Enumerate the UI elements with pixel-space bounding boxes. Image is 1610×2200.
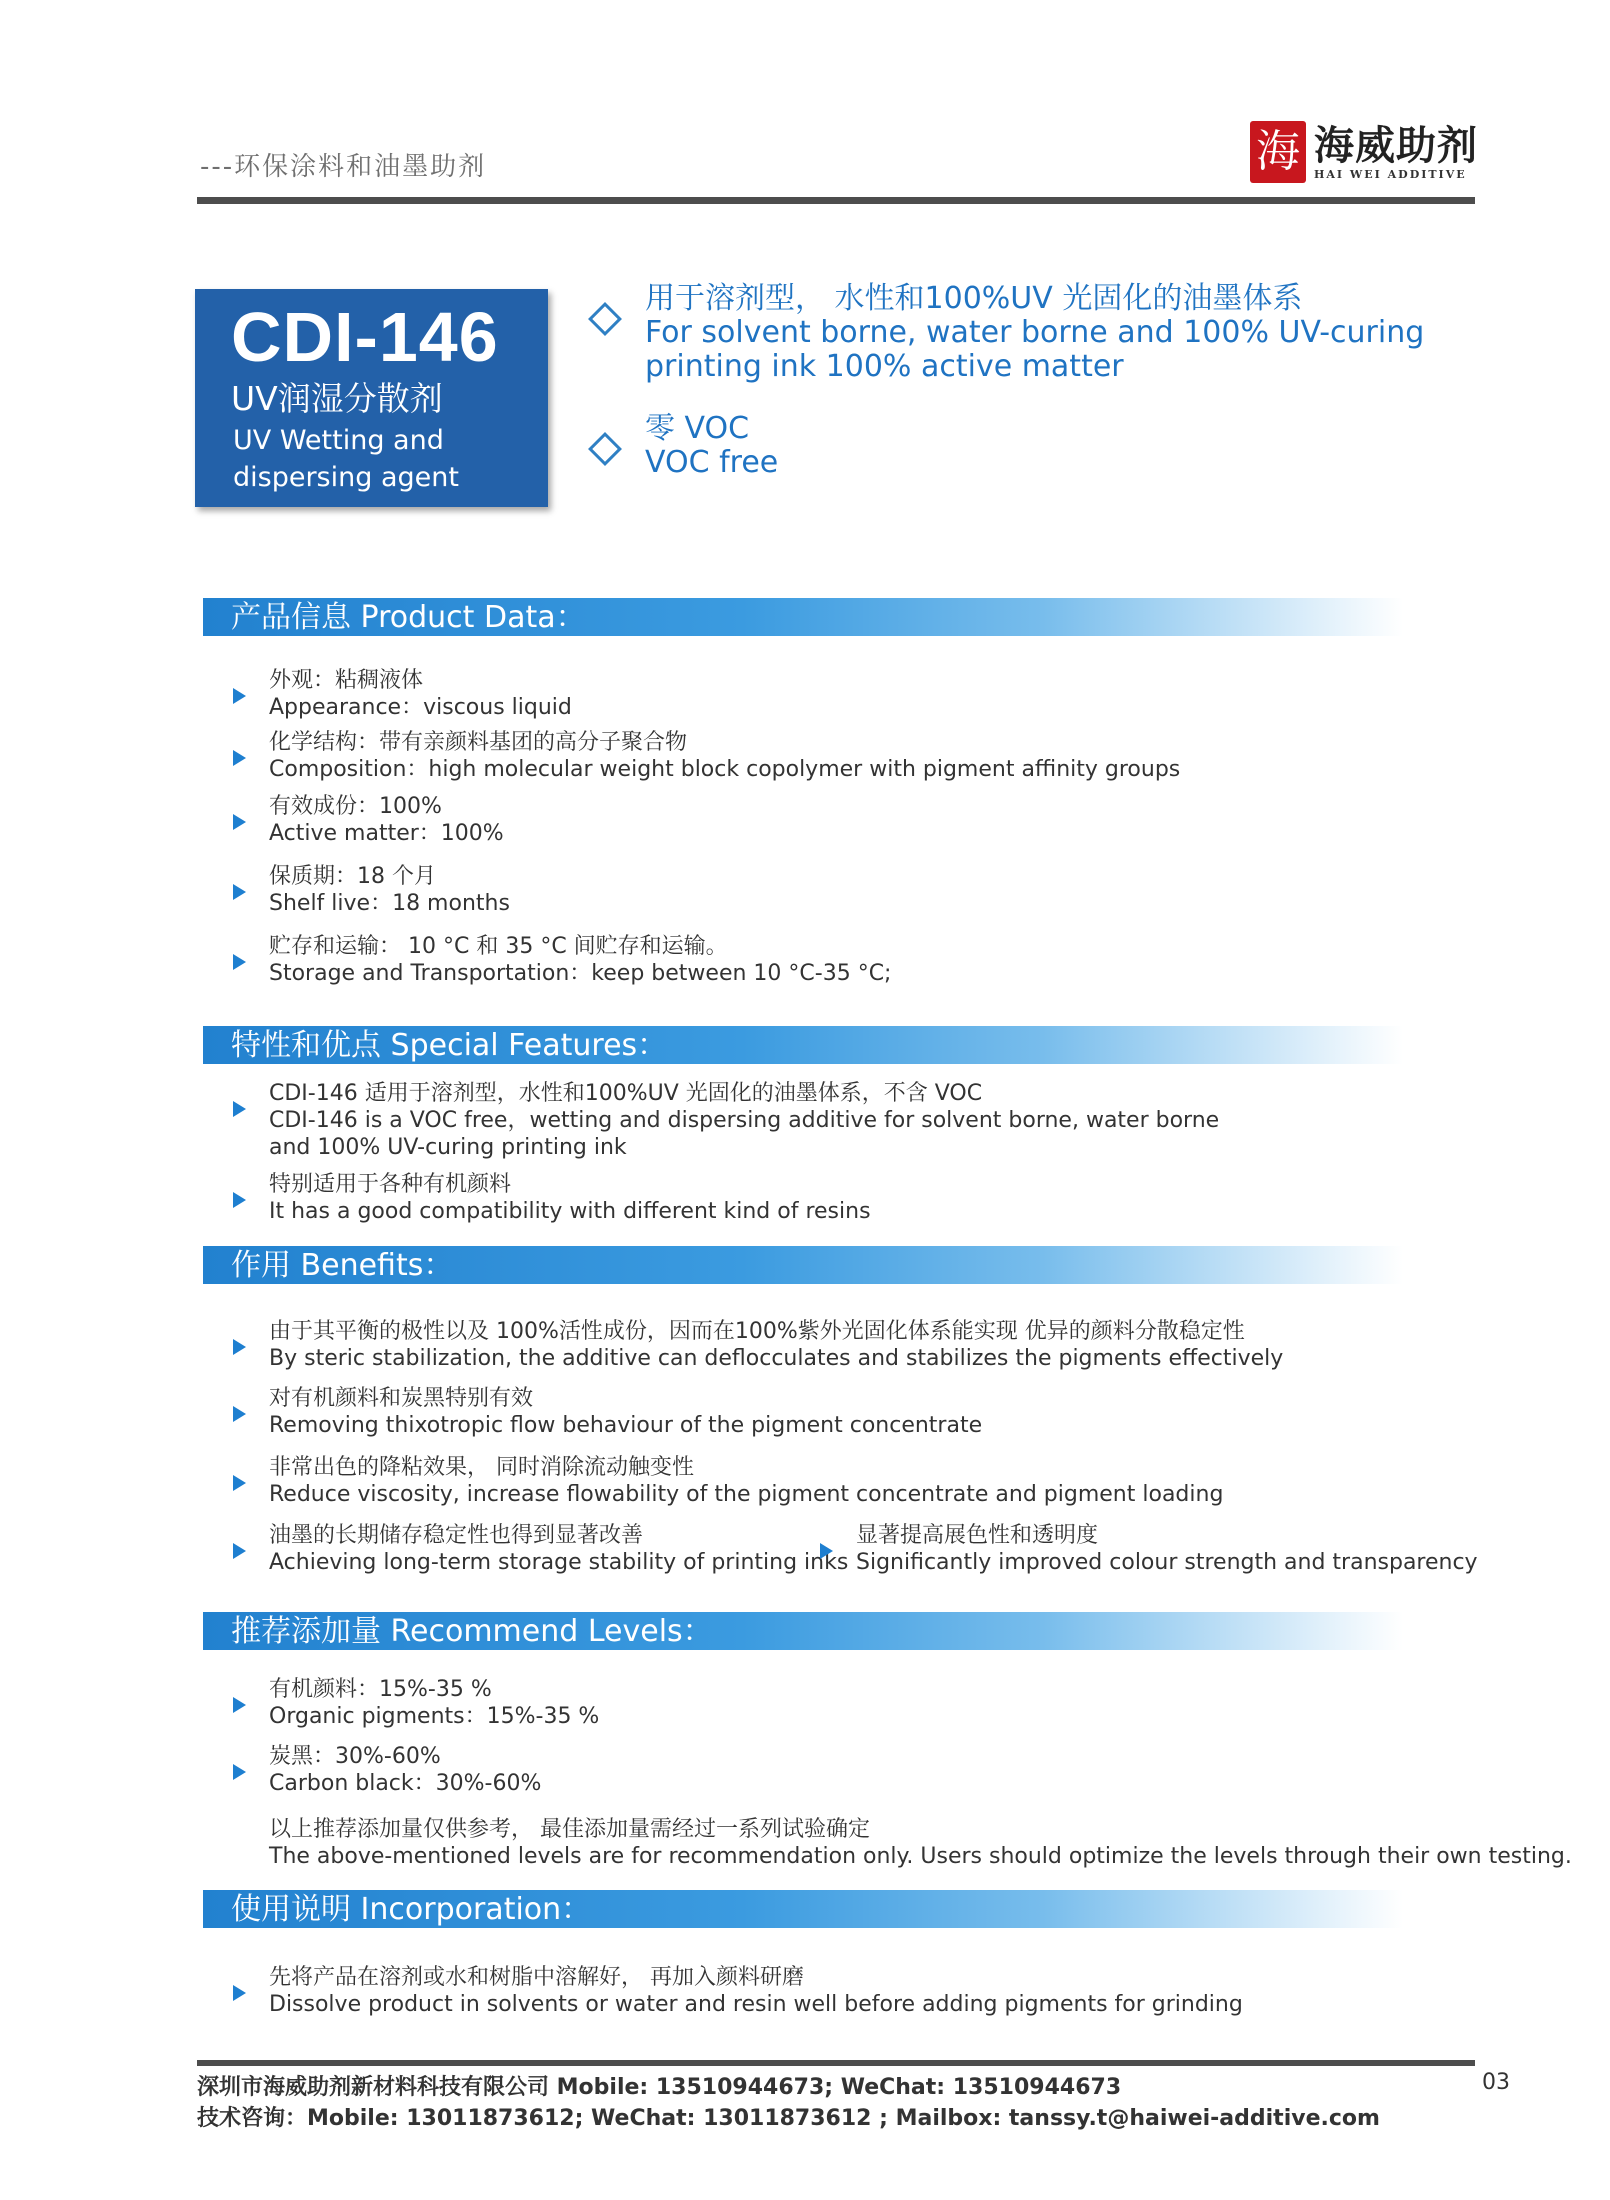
product-code: CDI-146 — [231, 298, 499, 376]
levels-note — [269, 1816, 1572, 1870]
note-cn: 以上推荐添加量仅供参考， 最佳添加量需经过一系列试验确定 — [269, 1817, 870, 1842]
item-en: and 100% UV-curing printing ink — [269, 1135, 627, 1160]
item-cn: 外观：粘稠液体 — [269, 668, 424, 693]
list-item — [269, 729, 1180, 783]
item-cn: 贮存和运输： 10 °C 和 35 °C 间贮存和运输。 — [269, 934, 728, 959]
item-en: Organic pigments：15%-35 % — [269, 1704, 600, 1729]
list-item — [269, 1676, 599, 1730]
list-item — [269, 1171, 871, 1225]
intro-item-en: printing ink 100% active matter — [645, 349, 1124, 384]
item-en: Removing thixotropic flow behaviour of the pigment concentrate — [269, 1413, 983, 1438]
product-name-en-line1: UV Wetting and — [233, 425, 444, 456]
list-item — [269, 1385, 982, 1439]
intro-item-cn: 用于溶剂型， 水性和100%UV 光固化的油墨体系 — [645, 281, 1303, 316]
section-title: 特性和优点 Special Features： — [231, 1028, 668, 1063]
triangle-bullet-icon — [233, 688, 246, 704]
item-cn: 对有机颜料和炭黑特别有效 — [269, 1386, 534, 1411]
footer-support-line: 技术咨询：Mobile: 13011873612; WeChat: 13011873612 ; Mailbox: tanssy.t@haiwei-additive.com — [197, 2106, 1380, 2131]
triangle-bullet-icon — [233, 1101, 246, 1117]
triangle-bullet-icon — [233, 1475, 246, 1491]
list-item — [269, 1454, 1223, 1508]
item-en: Carbon black：30%-60% — [269, 1771, 542, 1796]
footer-divider — [197, 2060, 1475, 2066]
logo-name-cn: 海威助剂 — [1314, 122, 1478, 169]
list-item — [269, 1318, 1283, 1372]
list-item — [269, 1743, 541, 1797]
triangle-bullet-icon — [820, 1543, 833, 1559]
page-number: 03 — [1482, 2070, 1510, 2095]
intro-item — [645, 282, 1424, 384]
item-en: Dissolve product in solvents or water and resin well before adding pigments for grinding — [269, 1992, 1243, 2017]
triangle-bullet-icon — [233, 1985, 246, 2001]
item-en: CDI-146 is a VOC free，wetting and dispersing additive for solvent borne, water borne — [269, 1108, 1220, 1133]
list-item — [269, 793, 504, 847]
section-header-benefits — [203, 1246, 1403, 1284]
triangle-bullet-icon — [233, 1764, 246, 1780]
company-logo — [1250, 121, 1478, 183]
diamond-bullet-icon — [588, 432, 622, 466]
section-header-incorporation — [203, 1890, 1403, 1928]
footer-contact-line: 深圳市海威助剂新材料科技有限公司 Mobile: 13510944673; WeChat: 13510944673 — [197, 2075, 1122, 2100]
header-tagline: ---环保涂料和油墨助剂 — [200, 152, 487, 182]
intro-item-en: VOC free — [645, 445, 779, 480]
triangle-bullet-icon — [233, 1406, 246, 1422]
product-title-box — [195, 289, 548, 507]
item-en: Achieving long-term storage stability of printing inks — [269, 1550, 849, 1575]
list-item — [269, 667, 572, 721]
diamond-bullet-icon — [588, 302, 622, 336]
section-header-levels — [203, 1612, 1403, 1650]
item-cn: 有效成份：100% — [269, 794, 442, 819]
list-item — [269, 1522, 848, 1576]
list-item — [269, 863, 510, 917]
intro-item — [645, 412, 778, 480]
section-title: 使用说明 Incorporation： — [231, 1892, 592, 1927]
logo-mark: 海 — [1250, 121, 1306, 183]
list-item — [269, 1964, 1243, 2018]
item-cn: CDI-146 适用于溶剂型，水性和100%UV 光固化的油墨体系，不含 VOC — [269, 1081, 983, 1106]
product-name-en-line2: dispersing agent — [233, 462, 459, 493]
item-cn: 保质期：18 个月 — [269, 864, 436, 889]
triangle-bullet-icon — [233, 1192, 246, 1208]
item-cn: 显著提高展色性和透明度 — [856, 1523, 1099, 1548]
triangle-bullet-icon — [233, 1697, 246, 1713]
item-en: Shelf live：18 months — [269, 891, 510, 916]
item-cn: 非常出色的降粘效果， 同时消除流动触变性 — [269, 1455, 694, 1480]
item-cn: 化学结构：带有亲颜料基团的高分子聚合物 — [269, 730, 688, 755]
item-cn: 先将产品在溶剂或水和树脂中溶解好， 再加入颜料研磨 — [269, 1965, 804, 1990]
triangle-bullet-icon — [233, 1543, 246, 1559]
item-cn: 由于其平衡的极性以及 100%活性成份，因而在100%紫外光固化体系能实现 优异的颜料分散稳定性 — [269, 1319, 1245, 1344]
section-title: 作用 Benefits： — [231, 1248, 454, 1283]
triangle-bullet-icon — [233, 954, 246, 970]
item-en: By steric stabilization, the additive can deflocculates and stabilizes the pigments effectively — [269, 1346, 1284, 1371]
list-item — [269, 1080, 1219, 1161]
triangle-bullet-icon — [233, 750, 246, 766]
triangle-bullet-icon — [233, 884, 246, 900]
item-cn: 有机颜料：15%-35 % — [269, 1677, 492, 1702]
section-header-product-data — [203, 598, 1403, 636]
section-title: 推荐添加量 Recommend Levels： — [231, 1614, 713, 1649]
item-cn: 炭黑：30%-60% — [269, 1744, 441, 1769]
note-en: The above-mentioned levels are for recommendation only. Users should optimize the levels through their own testing. — [269, 1844, 1572, 1869]
item-en: Composition：high molecular weight block copolymer with pigment affinity groups — [269, 757, 1181, 782]
intro-item-en: For solvent borne, water borne and 100% UV-curing — [645, 315, 1425, 350]
item-en: Storage and Transportation：keep between 10 °C-35 °C; — [269, 961, 892, 986]
header-divider — [197, 197, 1475, 204]
intro-item-cn: 零 VOC — [645, 411, 750, 446]
item-en: Appearance：viscous liquid — [269, 695, 572, 720]
list-item — [269, 933, 891, 987]
triangle-bullet-icon — [233, 1339, 246, 1355]
item-en: Significantly improved colour strength and transparency — [856, 1550, 1478, 1575]
item-en: Active matter：100% — [269, 821, 504, 846]
triangle-bullet-icon — [233, 814, 246, 830]
product-name-cn: UV润湿分散剂 — [231, 379, 443, 418]
section-title: 产品信息 Product Data： — [231, 600, 586, 635]
logo-name-en: HAI WEI ADDITIVE — [1314, 167, 1467, 181]
item-cn: 特别适用于各种有机颜料 — [269, 1172, 512, 1197]
section-header-features — [203, 1026, 1403, 1064]
item-en: It has a good compatibility with different kind of resins — [269, 1199, 871, 1224]
list-item — [856, 1522, 1478, 1576]
item-en: Reduce viscosity, increase flowability of the pigment concentrate and pigment loading — [269, 1482, 1224, 1507]
item-cn: 油墨的长期储存稳定性也得到显著改善 — [269, 1523, 644, 1548]
